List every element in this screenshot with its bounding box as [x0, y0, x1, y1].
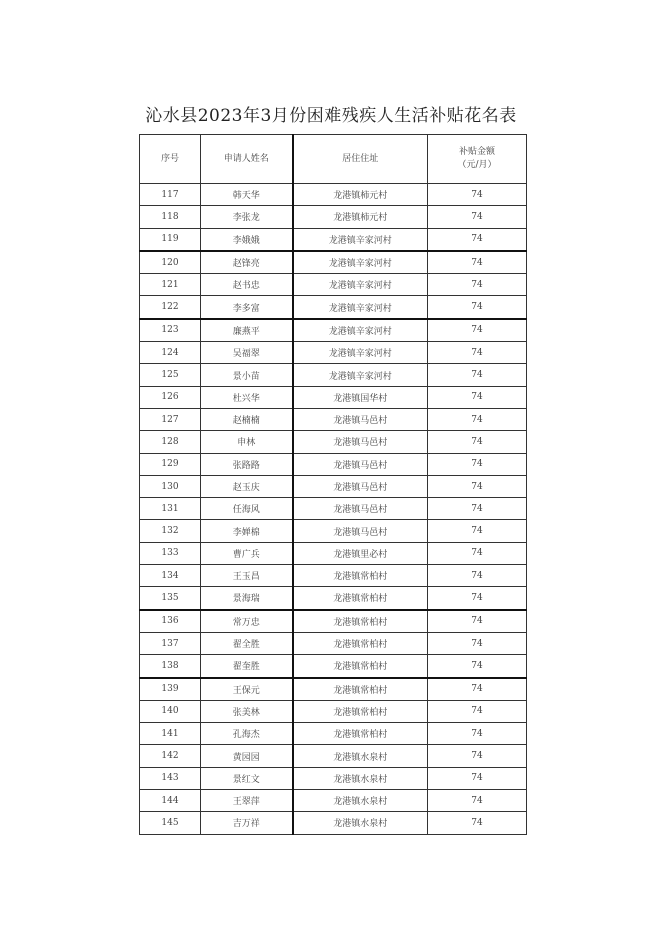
cell-amount: 74: [428, 587, 527, 610]
table-row: [140, 745, 527, 767]
cell-address: 龙港镇常柏村: [293, 632, 428, 654]
cell-name: 李婵棉: [201, 520, 293, 542]
table-row: [140, 364, 527, 386]
cell-index: 130: [140, 475, 201, 497]
cell-name: 王翠萍: [201, 790, 293, 812]
table-row: [140, 386, 527, 408]
cell-index: 128: [140, 431, 201, 453]
cell-address: 龙港镇常柏村: [293, 723, 428, 745]
cell-index: 117: [140, 184, 201, 206]
cell-amount: 74: [428, 723, 527, 745]
cell-address: 龙港镇辛家河村: [293, 251, 428, 274]
table-row: [140, 520, 527, 542]
cell-address: 龙港镇辛家河村: [293, 274, 428, 296]
cell-name: 任海风: [201, 498, 293, 520]
cell-address: 龙港镇辛家河村: [293, 342, 428, 364]
cell-amount: 74: [428, 632, 527, 654]
cell-name: 孔海杰: [201, 723, 293, 745]
cell-name: 申林: [201, 431, 293, 453]
cell-amount: 74: [428, 431, 527, 453]
cell-address: 龙港镇辛家河村: [293, 296, 428, 319]
cell-name: 王玉昌: [201, 565, 293, 587]
cell-index: 145: [140, 812, 201, 834]
table-row: [140, 610, 527, 633]
table-row: [140, 812, 527, 834]
cell-address: 龙港镇水泉村: [293, 790, 428, 812]
header-index: 序号: [140, 135, 201, 184]
cell-index: 119: [140, 228, 201, 251]
cell-index: 134: [140, 565, 201, 587]
cell-amount: 74: [428, 475, 527, 497]
cell-name: 曹广兵: [201, 542, 293, 564]
cell-address: 龙港镇常柏村: [293, 678, 428, 701]
cell-amount: 74: [428, 498, 527, 520]
cell-address: 龙港镇常柏村: [293, 610, 428, 633]
cell-amount: 74: [428, 790, 527, 812]
document-title: 沁水县2023年3月份困难残疾人生活补贴花名表: [145, 106, 517, 126]
cell-address: 龙港镇马邑村: [293, 475, 428, 497]
cell-name: 王保元: [201, 678, 293, 701]
cell-address: 龙港镇柿元村: [293, 206, 428, 228]
cell-index: 131: [140, 498, 201, 520]
cell-address: 龙港镇马邑村: [293, 520, 428, 542]
cell-amount: 74: [428, 812, 527, 834]
table-row: [140, 342, 527, 364]
table-row: [140, 206, 527, 228]
cell-index: 126: [140, 386, 201, 408]
cell-name: 吴福翠: [201, 342, 293, 364]
cell-amount: 74: [428, 745, 527, 767]
cell-address: 龙港镇里必村: [293, 542, 428, 564]
cell-index: 132: [140, 520, 201, 542]
cell-address: 龙港镇辛家河村: [293, 319, 428, 342]
table-row: [140, 319, 527, 342]
cell-name: 景小苗: [201, 364, 293, 386]
cell-address: 龙港镇常柏村: [293, 565, 428, 587]
cell-amount: 74: [428, 610, 527, 633]
cell-index: 136: [140, 610, 201, 633]
cell-name: 赵楠楠: [201, 408, 293, 430]
cell-index: 144: [140, 790, 201, 812]
cell-name: 赵书忠: [201, 274, 293, 296]
cell-name: 景红文: [201, 767, 293, 789]
cell-name: 韩天华: [201, 184, 293, 206]
cell-amount: 74: [428, 767, 527, 789]
cell-amount: 74: [428, 700, 527, 722]
cell-name: 景海瑞: [201, 587, 293, 610]
cell-index: 139: [140, 678, 201, 701]
cell-address: 龙港镇水泉村: [293, 767, 428, 789]
cell-index: 135: [140, 587, 201, 610]
cell-name: 张路路: [201, 453, 293, 475]
header-name: 申请人姓名: [201, 135, 293, 184]
cell-name: 翟奎胜: [201, 655, 293, 678]
table-row: [140, 767, 527, 789]
cell-name: 常万忠: [201, 610, 293, 633]
cell-index: 141: [140, 723, 201, 745]
header-amount: [428, 135, 527, 184]
table-header-row: [140, 135, 527, 184]
cell-amount: 74: [428, 228, 527, 251]
table-row: [140, 274, 527, 296]
cell-name: 赵锋亮: [201, 251, 293, 274]
table-row: [140, 251, 527, 274]
cell-index: 118: [140, 206, 201, 228]
table-row: [140, 700, 527, 722]
cell-index: 120: [140, 251, 201, 274]
cell-address: 龙港镇常柏村: [293, 700, 428, 722]
cell-index: 138: [140, 655, 201, 678]
cell-amount: 74: [428, 296, 527, 319]
cell-name: 李张龙: [201, 206, 293, 228]
cell-address: 龙港镇马邑村: [293, 431, 428, 453]
cell-address: 龙港镇柿元村: [293, 184, 428, 206]
cell-index: 125: [140, 364, 201, 386]
cell-index: 122: [140, 296, 201, 319]
header-amount-label: 补贴金额: [458, 147, 495, 157]
cell-index: 143: [140, 767, 201, 789]
cell-index: 142: [140, 745, 201, 767]
cell-name: 翟全胜: [201, 632, 293, 654]
table-row: [140, 542, 527, 564]
cell-amount: 74: [428, 274, 527, 296]
table-row: [140, 565, 527, 587]
cell-index: 121: [140, 274, 201, 296]
cell-address: 龙港镇马邑村: [293, 408, 428, 430]
cell-amount: 74: [428, 386, 527, 408]
cell-amount: 74: [428, 319, 527, 342]
cell-index: 124: [140, 342, 201, 364]
cell-address: 龙港镇国华村: [293, 386, 428, 408]
table-row: [140, 431, 527, 453]
cell-name: 李娥娥: [201, 228, 293, 251]
cell-index: 133: [140, 542, 201, 564]
header-amount-unit: （元/月）: [457, 160, 497, 170]
cell-address: 龙港镇常柏村: [293, 587, 428, 610]
cell-address: 龙港镇马邑村: [293, 498, 428, 520]
cell-amount: 74: [428, 364, 527, 386]
table-row: [140, 632, 527, 654]
cell-amount: 74: [428, 542, 527, 564]
cell-index: 123: [140, 319, 201, 342]
cell-amount: 74: [428, 251, 527, 274]
cell-index: 129: [140, 453, 201, 475]
cell-amount: 74: [428, 453, 527, 475]
table-row: [140, 655, 527, 678]
table-row: [140, 790, 527, 812]
subsidy-roster-table: [139, 134, 527, 835]
table-row: [140, 498, 527, 520]
table-row: [140, 475, 527, 497]
cell-address: 龙港镇辛家河村: [293, 228, 428, 251]
cell-name: 吉万祥: [201, 812, 293, 834]
table-row: [140, 228, 527, 251]
cell-index: 137: [140, 632, 201, 654]
table-row: [140, 453, 527, 475]
cell-amount: 74: [428, 342, 527, 364]
header-address: 居住住址: [293, 135, 428, 184]
table-row: [140, 723, 527, 745]
cell-amount: 74: [428, 655, 527, 678]
cell-name: 杜兴华: [201, 386, 293, 408]
table-row: [140, 678, 527, 701]
cell-address: 龙港镇水泉村: [293, 745, 428, 767]
cell-name: 黄园园: [201, 745, 293, 767]
table-row: [140, 587, 527, 610]
cell-address: 龙港镇常柏村: [293, 655, 428, 678]
cell-name: 廉燕平: [201, 319, 293, 342]
cell-address: 龙港镇辛家河村: [293, 364, 428, 386]
table-row: [140, 296, 527, 319]
cell-address: 龙港镇马邑村: [293, 453, 428, 475]
table-body: [140, 184, 527, 835]
cell-amount: 74: [428, 520, 527, 542]
cell-address: 龙港镇水泉村: [293, 812, 428, 834]
table-row: [140, 184, 527, 206]
cell-amount: 74: [428, 678, 527, 701]
cell-index: 127: [140, 408, 201, 430]
cell-amount: 74: [428, 565, 527, 587]
cell-amount: 74: [428, 206, 527, 228]
cell-name: 赵玉庆: [201, 475, 293, 497]
cell-amount: 74: [428, 408, 527, 430]
cell-amount: 74: [428, 184, 527, 206]
cell-name: 李多富: [201, 296, 293, 319]
table-row: [140, 408, 527, 430]
cell-name: 张美林: [201, 700, 293, 722]
cell-index: 140: [140, 700, 201, 722]
